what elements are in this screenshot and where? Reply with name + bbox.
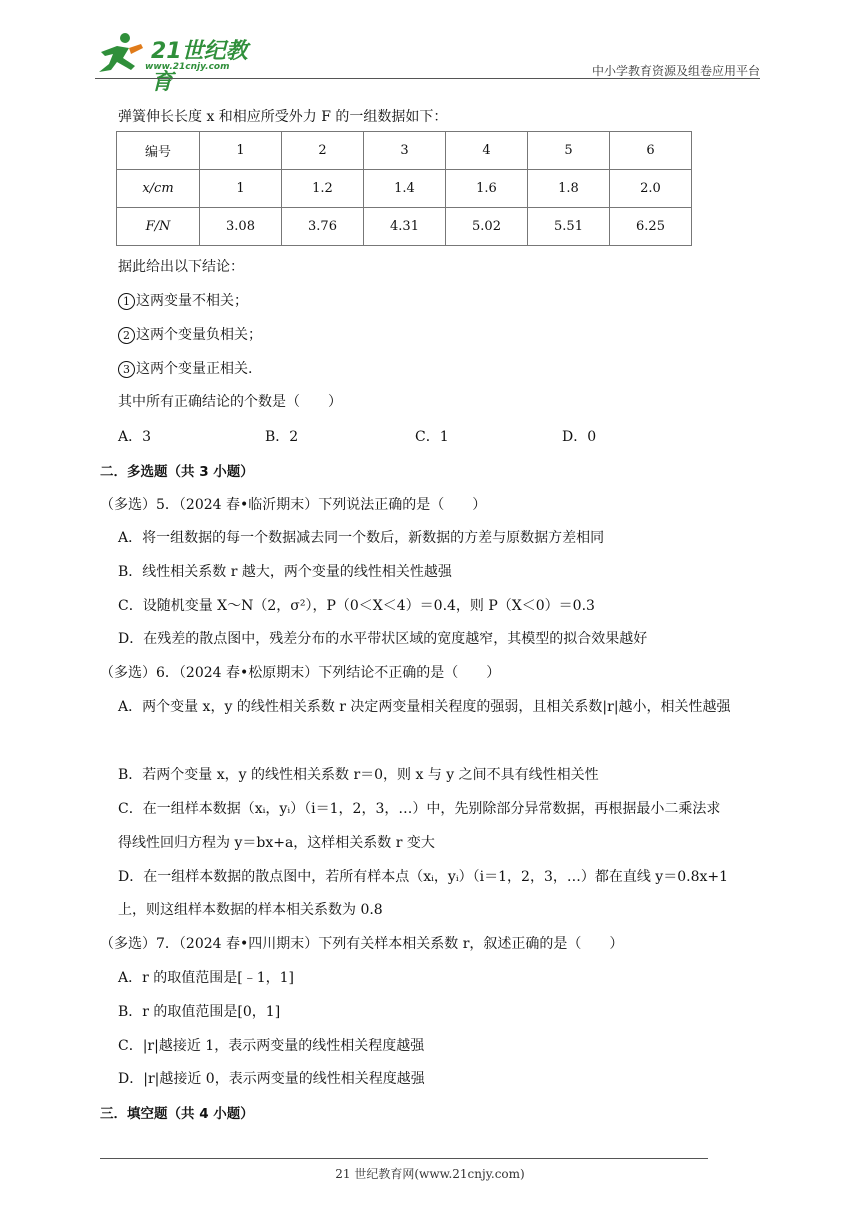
option-a: A．将一组数据的每一个数据减去同一个数后，新数据的方差与原数据方差相同 (118, 530, 605, 546)
header-divider (95, 78, 760, 79)
conclusion-item (118, 358, 252, 378)
logo-text: 21世纪教育 (151, 39, 248, 95)
table-row (117, 132, 692, 170)
table-cell: 3.08 (200, 208, 282, 246)
table-cell: 5.02 (446, 208, 528, 246)
option-b: B．线性相关系数 r 越大，两个变量的线性相关性越强 (118, 564, 452, 580)
footer-divider (100, 1158, 708, 1159)
option-a: A．r 的取值范围是[﹣1，1] (118, 970, 294, 986)
intro-text: 弹簧伸长长度 x 和相应所受外力 F 的一组数据如下： (118, 109, 448, 125)
table-cell: 4 (446, 132, 528, 170)
table-cell: 3 (364, 132, 446, 170)
option-d: D．在一组样本数据的散点图中，若所有样本点（xᵢ，yᵢ）（i＝1，2，3，…）都在直线 y＝0.8x+1 (118, 869, 729, 885)
table-cell: 5 (528, 132, 610, 170)
conclusion-item (118, 290, 248, 310)
table-cell: x/cm (117, 170, 200, 208)
option-c-continued: 得线性回归方程为 y＝bx+a，这样相关系数 r 变大 (118, 835, 435, 851)
option-c: C．1 (415, 429, 449, 445)
option-c: C．|r|越接近 1，表示两变量的线性相关程度越强 (118, 1038, 425, 1054)
logo-url: www.21cnjy.com (145, 62, 230, 72)
circled-number: 3 (118, 361, 135, 378)
footer-text: 21 世纪教育网(www.21cnjy.com) (335, 1167, 525, 1181)
question-prompt: 其中所有正确结论的个数是（ ） (118, 394, 342, 410)
option-c: C．在一组样本数据（xᵢ，yᵢ）（i＝1，2，3，…）中，先别除部分异常数据，再根据最小二乘法求 (118, 801, 721, 817)
section-heading: 三．填空题（共 4 小题） (100, 1106, 254, 1122)
option-a: A．3 (118, 429, 152, 445)
option-d-continued: 上，则这组样本数据的样本相关系数为 0.8 (118, 902, 383, 918)
header-platform-text: 中小学教育资源及组卷应用平台 (591, 64, 760, 78)
table-cell: 1.6 (446, 170, 528, 208)
table-cell: 1.4 (364, 170, 446, 208)
option-d: D．|r|越接近 0，表示两变量的线性相关程度越强 (118, 1071, 425, 1087)
table-cell: 1.8 (528, 170, 610, 208)
table-cell: 4.31 (364, 208, 446, 246)
conclusion-text: 这两个变量正相关. (136, 361, 253, 377)
table-cell: F/N (117, 208, 200, 246)
option-a: A．两个变量 x，y 的线性相关系数 r 决定两变量相关程度的强弱，且相关系数|r|越小，相关性越强 (118, 699, 731, 715)
page-header (95, 30, 760, 95)
table-cell: 2.0 (610, 170, 692, 208)
table-cell: 6 (610, 132, 692, 170)
question-stem: （多选）6．（2024 春•松原期末）下列结论不正确的是（ ） (100, 665, 501, 681)
option-c: C．设随机变量 X～N（2，σ²），P（0＜X＜4）＝0.4，则 P（X＜0）＝0.3 (118, 598, 595, 614)
conclusion-text: 这两个变量负相关； (136, 327, 262, 343)
circled-number: 1 (118, 293, 135, 310)
data-table (116, 131, 692, 246)
logo (95, 30, 265, 95)
table-cell: 1 (200, 170, 282, 208)
table-cell: 3.76 (282, 208, 364, 246)
runner-logo-icon (95, 30, 149, 76)
table-cell: 1 (200, 132, 282, 170)
option-d: D．在残差的散点图中，残差分布的水平带状区域的宽度越窄，其模型的拟合效果越好 (118, 631, 648, 647)
section-heading: 二．多选题（共 3 小题） (100, 464, 254, 480)
circled-number: 2 (118, 327, 135, 344)
table-row (117, 208, 692, 246)
option-d: D．0 (562, 429, 597, 445)
option-b: B．2 (265, 429, 299, 445)
table-cell: 5.51 (528, 208, 610, 246)
conclusion-intro: 据此给出以下结论： (118, 259, 244, 275)
question-stem: （多选）7．（2024 春•四川期末）下列有关样本相关系数 r，叙述正确的是（ ） (100, 936, 624, 952)
option-b: B．若两个变量 x，y 的线性相关系数 r＝0，则 x 与 y 之间不具有线性相关性 (118, 767, 599, 783)
table-cell: 2 (282, 132, 364, 170)
option-b: B．r 的取值范围是[0，1] (118, 1004, 281, 1020)
table-cell: 1.2 (282, 170, 364, 208)
table-row (117, 170, 692, 208)
conclusion-text: 这两变量不相关； (136, 293, 248, 309)
table-cell: 编号 (117, 132, 200, 170)
question-stem: （多选）5．（2024 春•临沂期末）下列说法正确的是（ ） (100, 497, 487, 513)
table-cell: 6.25 (610, 208, 692, 246)
conclusion-item (118, 324, 262, 344)
